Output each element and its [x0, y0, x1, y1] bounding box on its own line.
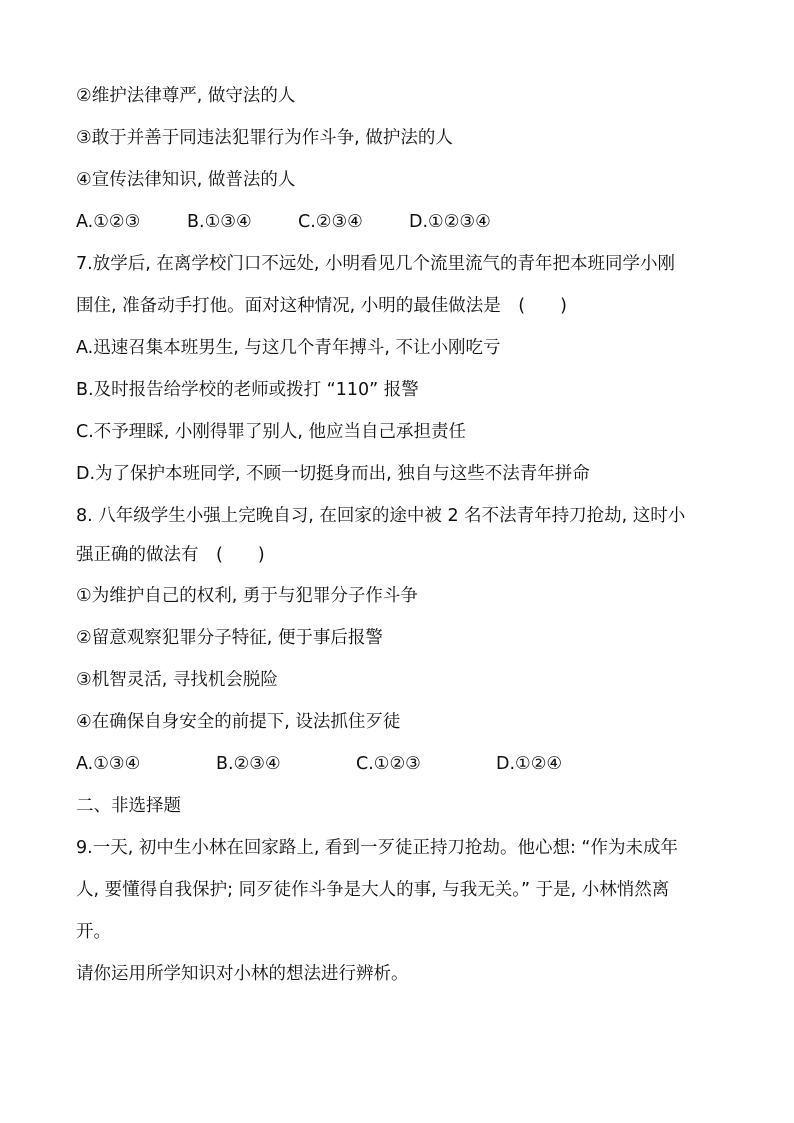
q7-option-d: D.为了保护本班同学, 不顾一切挺身而出, 独自与这些不法青年拼命: [76, 464, 590, 484]
q6-item-3: ③敢于并善于同违法犯罪行为作斗争, 做护法的人: [76, 128, 453, 148]
q8-option-a: A.①③④: [76, 754, 141, 774]
q6-option-b: B.①③④: [187, 212, 252, 232]
q9-prompt: 请你运用所学知识对小林的想法进行辨析。: [76, 964, 409, 984]
q6-option-c: C.②③④: [298, 212, 363, 232]
q6-option-d: D.①②③④: [409, 212, 491, 232]
q8-option-b: B.②③④: [216, 754, 281, 774]
q7-option-a: A.迅速召集本班男生, 与这几个青年搏斗, 不让小刚吃亏: [76, 338, 501, 358]
q8-stem-line2: 强正确的做法有 ( ): [76, 545, 265, 565]
q8-option-d: D.①②④: [496, 754, 563, 774]
q8-item-3: ③机智灵活, 寻找机会脱险: [76, 670, 278, 690]
q7-option-b: B.及时报告给学校的老师或拨打 “110” 报警: [76, 380, 419, 400]
q7-stem-line2: 围住, 准备动手打他。面对这种情况, 小明的最佳做法是 ( ): [76, 296, 567, 316]
q6-item-4: ④宣传法律知识, 做普法的人: [76, 170, 296, 190]
section-2-heading: 二、非选择题: [76, 796, 181, 816]
q9-line3: 开。: [76, 922, 111, 942]
q9-line2: 人, 要懂得自我保护; 同歹徒作斗争是大人的事, 与我无关。” 于是, 小林悄然离: [76, 880, 670, 900]
q8-item-1: ①为维护自己的权利, 勇于与犯罪分子作斗争: [76, 586, 418, 606]
q8-options: [76, 752, 754, 776]
q8-option-c: C.①②③: [356, 754, 421, 774]
q7-stem-line1: 7.放学后, 在离学校门口不远处, 小明看见几个流里流气的青年把本班同学小刚: [76, 254, 675, 274]
q6-option-a: A.①②③: [76, 212, 141, 232]
q8-item-4: ④在确保自身安全的前提下, 设法抓住歹徒: [76, 712, 401, 732]
q9-line1: 9.一天, 初中生小林在回家路上, 看到一歹徒正持刀抢劫。他心想: “作为未成年: [76, 838, 678, 858]
q8-stem-line1: 8. 八年级学生小强上完晚自习, 在回家的途中被 2 名不法青年持刀抢劫, 这时小: [76, 506, 686, 526]
q7-option-c: C.不予理睬, 小刚得罪了别人, 他应当自己承担责任: [76, 422, 467, 442]
q8-item-2: ②留意观察犯罪分子特征, 便于事后报警: [76, 628, 383, 648]
q6-item-2: ②维护法律尊严, 做守法的人: [76, 86, 296, 106]
q6-options: [76, 210, 754, 234]
